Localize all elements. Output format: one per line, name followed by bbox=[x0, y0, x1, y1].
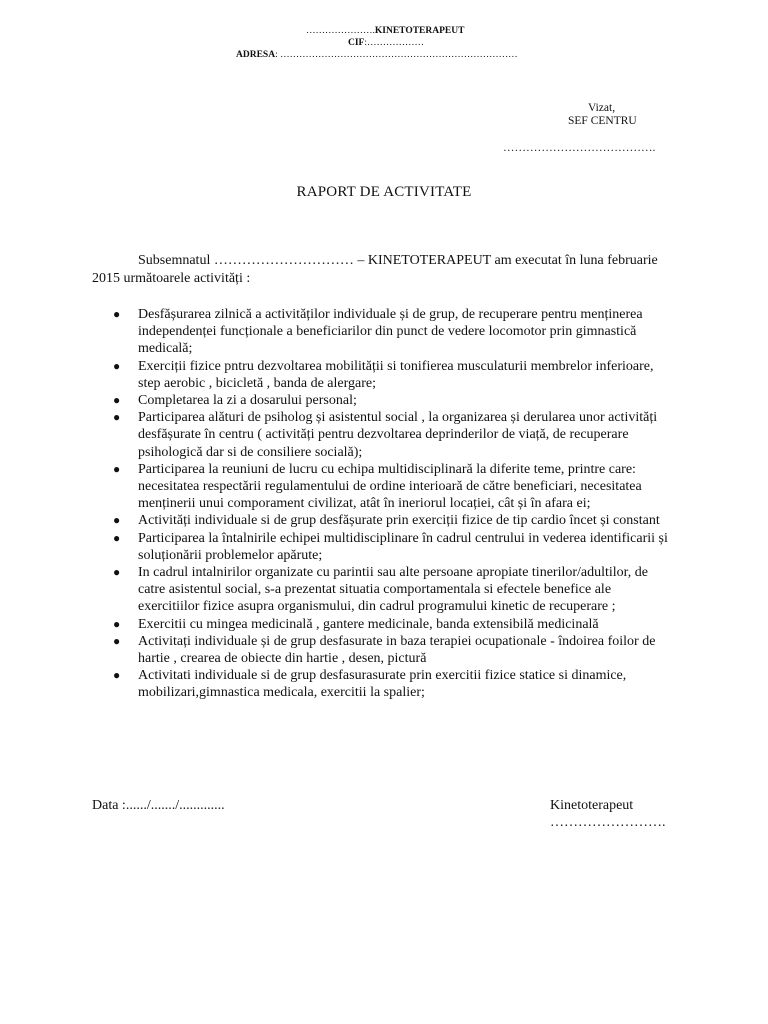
list-item-text: Activitați individuale și de grup desfasurate in baza terapiei ocupationale - îndoirea foilor de hartie , crearea de obiecte din hartie , desen, pictură bbox=[138, 633, 656, 667]
header-cif-dots: :……………… bbox=[364, 38, 425, 48]
header-line-cif bbox=[348, 38, 424, 49]
list-item bbox=[92, 564, 672, 616]
activity-list bbox=[92, 306, 672, 702]
list-item-text: Activitati individuale si de grup desfasurasurate prin exercitii fizice statice si dinamice, mobilizari,gimnastica medicala, exercitii la spalier; bbox=[138, 668, 627, 701]
bullet-icon: ● bbox=[113, 633, 121, 648]
list-item bbox=[92, 616, 672, 633]
header-address-dots: : ………………………………………………………………… bbox=[275, 50, 518, 60]
bullet-icon: ● bbox=[113, 616, 121, 631]
list-item-text: In cadrul intalnirilor organizate cu parintii sau alte persoane apropiate tinerilor/adultilor, de catre asistentul social, s-a prezentat situatia comportamentala si efectele benefice ale exercitiilor fizice asupra organismului, din cadrul programului kinetic de recuperare ; bbox=[138, 565, 648, 615]
header-company-dots: …………………. bbox=[306, 26, 375, 36]
list-item-text: Completarea la zi a dosarului personal; bbox=[138, 393, 357, 409]
approval-signature-line: …………………………………. bbox=[503, 142, 656, 154]
bullet-icon: ● bbox=[113, 410, 121, 425]
footer-signature-line: ……………………. bbox=[550, 815, 666, 830]
list-item bbox=[92, 667, 672, 701]
bullet-icon: ● bbox=[113, 358, 121, 373]
list-item bbox=[92, 409, 672, 461]
bullet-icon: ● bbox=[113, 393, 121, 408]
header-address-label: ADRESA bbox=[236, 50, 276, 60]
header-line-address bbox=[236, 50, 518, 61]
header-cif-label: CIF bbox=[348, 38, 365, 48]
list-item-text: Participarea la întalnirile echipei multidisciplinare în cadrul centrului in vederea identificarii și soluționării problemelor apărute; bbox=[138, 530, 668, 563]
intro-text: Subsemnatul ………………………… – KINETOTERAPEUT am executat în luna februarie 2015 următoarele activități : bbox=[92, 253, 658, 286]
report-title: RAPORT DE ACTIVITATE bbox=[296, 184, 472, 200]
list-item-text: Exercitii cu mingea medicinală , gantere medicinale, banda extensibilă medicinală bbox=[138, 616, 599, 632]
list-item bbox=[92, 392, 672, 409]
list-item-text: Participarea la reuniuni de lucru cu echipa multidisciplinară la diferite teme, printre care: necesitatea respectării regulamentului de ordine interioară de către beneficiari, necesitatea menținerii unui comporament civilizat, atât în ineriorul locației, cât și în afara ei; bbox=[138, 461, 642, 512]
list-item-text: Desfășurarea zilnică a activităților individuale și de grup, de recuperare pentru menținerea independenței funcționale a beneficiarilor din punct de vedere locomotor prin gimnastică medicală; bbox=[138, 307, 643, 357]
bullet-icon: ● bbox=[113, 565, 121, 580]
list-item bbox=[92, 633, 672, 667]
list-item bbox=[92, 530, 672, 564]
footer-role: Kinetoterapeut bbox=[550, 798, 634, 813]
list-item bbox=[92, 358, 672, 392]
header-line-company bbox=[306, 26, 464, 37]
bullet-icon: ● bbox=[113, 513, 121, 528]
header-company-name: KINETOTERAPEUT bbox=[374, 26, 465, 36]
bullet-icon: ● bbox=[113, 530, 121, 545]
footer-date: Data :....../......./............. bbox=[92, 798, 225, 813]
approval-role: SEF CENTRU bbox=[568, 115, 637, 127]
list-item bbox=[92, 306, 672, 358]
list-item-text: Activități individuale si de grup desfășurate prin exerciții fizice de tip cardio încet și constant bbox=[138, 513, 660, 529]
list-item-text: Exerciții fizice pntru dezvoltarea mobilității si tonifierea musculaturii membrelor inferioare, step aerobic , bicicletă , banda de alergare; bbox=[138, 358, 654, 391]
intro-paragraph bbox=[92, 252, 672, 288]
bullet-icon: ● bbox=[113, 307, 121, 321]
bullet-icon: ● bbox=[113, 461, 121, 476]
approval-vizat: Vizat, bbox=[588, 102, 616, 114]
list-item bbox=[92, 461, 672, 513]
list-item-text: Participarea alături de psiholog și asistentul social , la organizarea și derularea unor activități desfășurate în centru ( activități pentru dezvoltarea deprinderilor de viață, de recuperare psihologică dar si de consiliere socială); bbox=[138, 410, 658, 460]
list-item bbox=[92, 512, 672, 529]
bullet-icon: ● bbox=[113, 668, 121, 683]
